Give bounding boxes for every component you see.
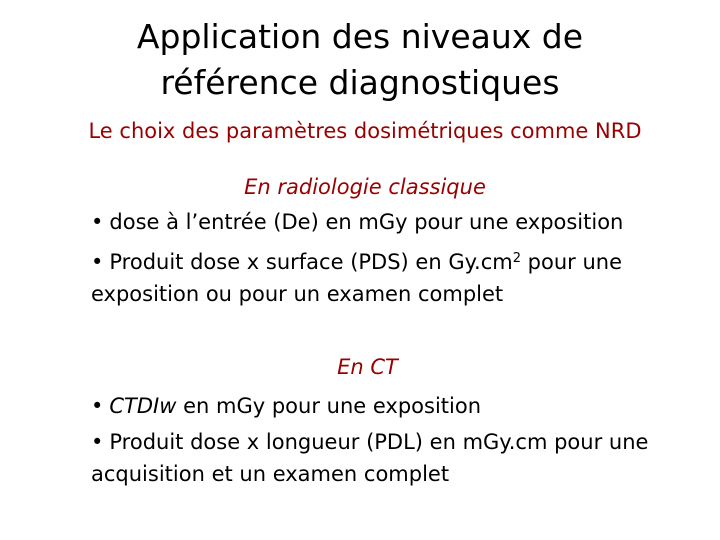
bullet-dose-entree [91, 206, 691, 238]
bullet-produit-dose-longueur [91, 426, 691, 490]
bullet-symbol: • [91, 210, 104, 234]
bullet-produit-dose-surface [91, 246, 691, 310]
bullet-text-continued: pour une exposition ou pour un examen complet [91, 250, 623, 306]
section-heading-ct: En CT [337, 355, 398, 379]
section-heading-radiologie: En radiologie classique [244, 175, 486, 199]
bullet-symbol: • [91, 430, 104, 454]
bullet-symbol: • [91, 250, 104, 274]
slide-title [60, 14, 660, 106]
ctdiw-term: CTDIw [109, 394, 177, 418]
bullet-text: Produit dose x surface (PDS) en Gy.cm [109, 250, 513, 274]
slide-title-line-1: Application des niveaux de [136, 17, 584, 56]
bullet-symbol: • [91, 394, 104, 418]
bullet-text: en mGy pour une exposition [176, 394, 482, 418]
slide-title-line-2: référence diagnostiques [160, 63, 560, 102]
bullet-ctdiw [91, 390, 691, 422]
bullet-text: dose à l’entrée (De) en mGy pour une exposition [109, 210, 624, 234]
slide-subtitle: Le choix des paramètres dosimétriques comme NRD [88, 119, 642, 143]
superscript-2: 2 [512, 251, 521, 266]
bullet-text: Produit dose x longueur (PDL) en mGy.cm pour une acquisition et un examen complet [91, 430, 649, 486]
